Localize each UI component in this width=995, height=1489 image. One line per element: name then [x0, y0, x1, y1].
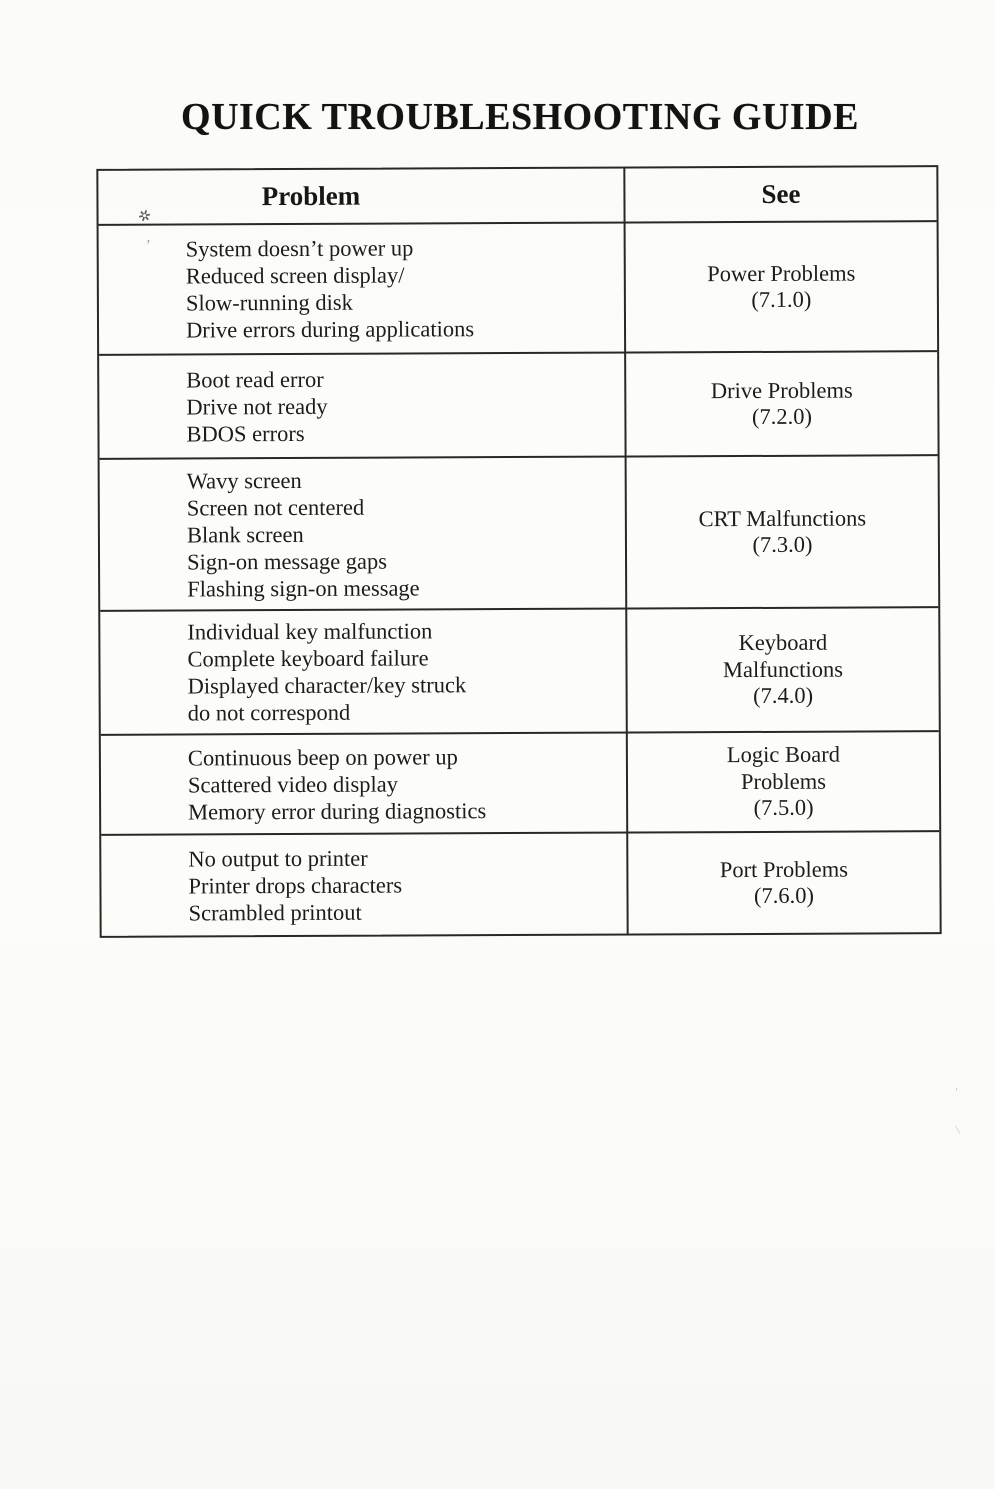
- see-cell: [626, 352, 937, 455]
- problem-cell: [99, 354, 626, 458]
- table-row: [101, 730, 939, 834]
- see-cell: [627, 456, 939, 607]
- pen-dot-mark: ’: [146, 238, 151, 253]
- problem-line: Drive errors during applications: [185, 316, 475, 343]
- table-row: [99, 350, 937, 458]
- problem-line: Slow-running disk: [185, 289, 353, 316]
- problem-line: Memory error during diagnostics: [188, 797, 487, 824]
- problem-line: Scattered video display: [187, 771, 399, 797]
- problem-line: BDOS errors: [186, 420, 305, 446]
- see-reference-name: CRT Malfunctions: [698, 504, 867, 531]
- see-reference-section: (7.4.0): [753, 682, 814, 709]
- problem-line: Wavy screen: [186, 467, 302, 493]
- problem-cell: [100, 458, 628, 610]
- problem-line: Boot read error: [186, 366, 324, 392]
- problem-line: Blank screen: [186, 521, 304, 547]
- scan-speck: ': [953, 1084, 959, 1100]
- problem-cell: [99, 224, 627, 354]
- see-cell: [628, 832, 939, 933]
- see-cell: [628, 732, 939, 831]
- scan-speck: \: [954, 1121, 962, 1138]
- see-reference-name: Keyboard: [738, 629, 828, 656]
- problem-line: Continuous beep on power up: [187, 743, 458, 770]
- problem-line: Drive not ready: [186, 393, 328, 419]
- problem-line: System doesn’t power up: [185, 235, 414, 262]
- problem-line: Complete keyboard failure: [187, 645, 429, 672]
- problem-line: Reduced screen display/: [185, 262, 405, 289]
- problem-line: Screen not centered: [186, 494, 365, 520]
- problem-header-cell: [98, 169, 625, 224]
- page-title: QUICK TROUBLESHOOTING GUIDE: [181, 96, 859, 138]
- see-reference-name: Drive Problems: [710, 377, 853, 403]
- problem-line: Scrambled printout: [188, 899, 362, 925]
- problem-column-header: Problem: [261, 180, 361, 212]
- pen-tick-mark: ✲: [135, 207, 153, 227]
- problem-line: No output to printer: [188, 845, 368, 871]
- see-reference-section: (7.6.0): [753, 882, 815, 908]
- see-reference-section: (7.5.0): [753, 794, 814, 821]
- see-reference-section: (7.1.0): [751, 286, 812, 312]
- problem-line: Printer drops characters: [188, 872, 403, 898]
- table-header-row: [98, 167, 936, 224]
- see-header-cell: [625, 167, 936, 221]
- see-reference-name: Logic Board: [726, 741, 840, 768]
- see-reference-name: Port Problems: [719, 856, 849, 882]
- table-row: [99, 220, 938, 354]
- see-cell: [627, 608, 939, 731]
- see-reference-name: Malfunctions: [722, 656, 844, 682]
- see-reference-name: Power Problems: [707, 260, 856, 286]
- problem-line: do not correspond: [187, 699, 351, 726]
- problem-line: Flashing sign-on message: [187, 574, 420, 601]
- problem-cell: [101, 834, 628, 936]
- problem-line: Displayed character/key struck: [187, 672, 467, 699]
- problem-cell: [101, 734, 628, 834]
- table-row: [101, 830, 939, 936]
- problem-line: Individual key malfunction: [187, 618, 433, 645]
- see-column-header: See: [761, 178, 801, 209]
- see-reference-section: (7.2.0): [751, 403, 812, 429]
- see-reference-name: Problems: [740, 768, 827, 794]
- problem-line: Sign-on message gaps: [186, 548, 388, 574]
- table-row: [100, 454, 939, 610]
- see-reference-section: (7.3.0): [752, 531, 813, 557]
- troubleshooting-table: [96, 165, 941, 938]
- see-cell: [626, 222, 938, 351]
- problem-cell: [100, 610, 628, 734]
- table-row: [100, 606, 939, 734]
